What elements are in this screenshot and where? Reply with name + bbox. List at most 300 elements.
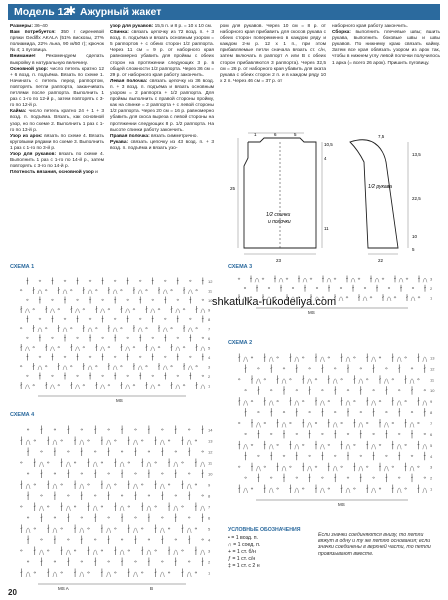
chain-mark [177,375,179,376]
chain-mark [270,477,272,478]
arc-mark [63,290,67,294]
chain-mark [152,375,154,376]
arc-mark [256,423,260,428]
arc-mark [88,366,92,370]
row-number: 1 [208,383,211,389]
paragraph-heading: Узор из арок: [10,133,43,139]
chain-mark [70,290,72,291]
watermark: shkatulka-rukodeliya.com [212,296,337,308]
arc-mark [113,366,117,370]
chain-mark [139,318,141,319]
chain-mark [88,484,90,485]
row-number: 13 [430,355,435,361]
arc-mark [163,366,167,370]
chain-mark [424,433,426,434]
chain-mark [334,278,336,279]
chain-mark [161,561,163,562]
row-number: 9 [430,399,433,405]
arc-mark [134,440,138,445]
chain-mark [334,455,336,456]
chain-mark [366,422,368,423]
chain-mark [373,390,375,391]
arc-mark [423,401,427,406]
chain-mark [296,390,298,391]
arc-mark [26,528,30,533]
chain-mark [382,278,384,279]
chain-mark [164,318,166,319]
chain-mark [89,280,91,281]
arc-mark [188,328,192,332]
dim-label: 1 [254,132,257,137]
chain-mark [316,287,318,288]
chain-mark [245,477,247,478]
page-number: 20 [8,588,17,597]
chain-mark [182,550,184,551]
arc-mark [76,309,80,313]
arc-mark [187,484,191,489]
text-column-2 [110,24,214,152]
chain-mark [101,550,103,551]
paragraph-text: и [93,170,98,176]
dim-label: 5 [412,247,415,252]
chain-mark [61,572,63,573]
chain-mark [290,379,292,380]
chain-mark [54,429,56,430]
chain-mark [302,357,304,358]
scheme-4-ms-a-label: MS A [58,586,69,591]
chain-mark [27,337,29,338]
arc-mark [423,278,427,282]
chain-mark [202,299,204,300]
arc-mark [176,309,180,313]
chain-mark [411,411,413,412]
chain-mark [34,484,36,485]
chain-mark [188,429,190,430]
row-number: 10 [208,471,213,477]
chain-mark [238,422,240,423]
chain-mark [195,528,197,529]
chain-mark [95,366,97,367]
chain-mark [108,429,110,430]
row-number: 7 [208,326,211,332]
chain-mark [58,347,60,348]
row-number: 8 [208,493,211,499]
paragraph-heading: Левая полочка: [110,78,148,84]
chain-mark [188,473,190,474]
chain-mark [155,506,157,507]
chain-mark [146,328,148,329]
chain-mark [158,385,160,386]
arc-mark [282,466,286,471]
scheme-2-chart [228,348,438,504]
chain-mark [67,539,69,540]
chain-mark [121,328,123,329]
chain-mark [290,422,292,423]
arc-mark [397,444,401,449]
row-number: 2 [430,286,433,291]
arc-mark [351,278,355,282]
chain-mark [245,390,247,391]
paragraph-text: связать цепочку из 36 возд. п. + 3 возд. п. подъёма и вязать основным узором = 2 раппорта + 1/2 раппорта. Для проймы выполнить с правой стороны пройму, как на спинке = 2 раппорта + с левой стороны 1/2 раппорта. Через 20 см = 16 р. равномерно убавить для скоса выреза с левой стороны на протяжении следующих 8 р. 1/2 раппорта. На высоте спинки работу закончить. [110,78,214,133]
arc-mark [25,385,29,389]
row-number: 12 [208,449,213,455]
model-title: Ажурный жакет [80,6,162,18]
chain-mark [405,401,407,402]
chain-mark [373,477,375,478]
chain-mark [58,309,60,310]
chain-mark [341,379,343,380]
arc-mark [88,290,92,294]
paragraph-heading: Основной узор: [10,66,49,72]
arc-mark [320,401,324,406]
chain-mark [315,466,317,467]
chain-mark [164,280,166,281]
paragraph-text: выполнить плечевые швы; вшить рукава, выполнить боковые швы и швы рукавов. По нижнему краю связать кайму. Затем все края обвязать узором из арок так, чтобы в нижнем углу левой полочки получилось 1 арка (= всего 26 арок). Пришить пуговицу. [332,30,440,66]
arc-mark [387,297,391,301]
arc-mark [372,357,376,362]
arc-mark [244,357,248,362]
arc-mark [151,347,155,351]
chain-mark [74,462,76,463]
chain-mark [360,368,362,369]
chain-mark [114,280,116,281]
chain-mark [33,347,35,348]
chain-mark [398,390,400,391]
model-number: Модель 12 [14,6,70,18]
chain-mark [108,473,110,474]
row-number: 1 [430,486,433,492]
paragraph [110,140,214,152]
paragraph-heading: Кайма: [10,109,27,115]
chain-mark [70,366,72,367]
chain-mark [328,401,330,402]
chain-mark [334,411,336,412]
row-number: 1 [208,570,211,576]
arc-mark [333,423,337,428]
pattern-diagram [218,130,444,280]
arc-mark [38,366,42,370]
arc-mark [134,528,138,533]
scheme-3-ms-label: MS [308,310,315,315]
chain-mark [302,401,304,402]
arc-mark [101,347,105,351]
chain-mark [302,488,304,489]
row-number: 4 [208,537,211,543]
arc-mark [107,484,111,489]
arc-mark [53,572,57,577]
arc-mark [291,297,295,301]
arc-mark [372,444,376,449]
chain-mark [341,466,343,467]
row-number: 5 [208,526,211,532]
scheme-2-ms-label: MS [338,502,345,507]
chain-mark [108,309,110,310]
chain-mark [141,484,143,485]
chain-mark [270,390,272,391]
chain-mark [83,385,85,386]
back-piece-label-1: 1/2 спинки [266,212,291,218]
chain-mark [196,290,198,291]
chain-mark [161,473,163,474]
chain-mark [133,385,135,386]
chain-mark [202,375,204,376]
chain-mark [58,385,60,386]
row-number: 8 [430,410,433,416]
arc-mark [134,572,138,577]
chain-mark [20,550,22,551]
dim-label: 25 [230,186,236,191]
chain-mark [168,528,170,529]
chain-mark [155,550,157,551]
chain-mark [347,433,349,434]
chain-mark [406,278,408,279]
chain-mark [196,328,198,329]
arc-mark [423,488,427,493]
chain-mark [114,484,116,485]
row-number: 6 [430,431,433,437]
arc-mark [50,385,54,389]
arc-mark [53,440,57,445]
arc-mark [397,357,401,362]
chain-mark [386,455,388,456]
chain-mark [251,401,253,402]
chain-mark [108,517,110,518]
chain-mark [135,429,137,430]
chain-mark [27,375,29,376]
chain-mark [379,488,381,489]
arc-mark [176,385,180,389]
chain-mark [418,422,420,423]
chain-mark [296,477,298,478]
paragraph-text: наборного края работу закончить. [332,24,408,29]
chain-mark [20,290,22,291]
arc-mark [201,385,205,389]
chain-mark [411,455,413,456]
chain-mark [171,366,173,367]
chain-mark [322,390,324,391]
dim-label: 4 [324,156,327,161]
chain-mark [171,328,173,329]
arc-mark [201,309,205,313]
arc-mark [244,444,248,449]
paragraph [10,109,104,133]
dim-label: 11 [324,226,329,231]
chain-mark [27,517,29,518]
chain-mark [139,280,141,281]
dim-label: 13,5 [412,152,421,157]
arc-mark [160,484,164,489]
dim-label: 23 [276,258,282,263]
chain-mark [45,328,47,329]
scheme-3-title: СХЕМА 3 [228,264,253,270]
arc-mark [101,309,105,313]
chain-mark [418,297,420,298]
paragraph [110,30,214,79]
chain-mark [183,385,185,386]
paragraph-text: число петель кратно 12 + 6 возд. п. подъёма. Вязать по схеме 1. Начинать с петель перед раппортом, повторять петли раппорта, заканчивать петлями после раппорта. Выполнить 1 раз с 1-го по 12-й р., затем повторять с 3-го по 12-й р. [10,66,104,109]
legend-title: УСЛОВНЫЕ ОБОЗНАЧЕНИЯ [228,527,301,533]
chain-mark [264,422,266,423]
paragraph-text: вязать по схеме 4. Вязать круговыми рядами по схеме 3. Выполнить 1 раз с 1-го по 3-й р. [10,133,104,151]
row-number: 11 [208,460,213,466]
arc-mark [359,423,363,428]
row-number: 11 [430,377,435,383]
chain-mark [114,528,116,529]
chain-mark [127,375,129,376]
row-number: 2 [430,475,433,481]
arc-mark [50,309,54,313]
paragraph [332,30,440,67]
chain-mark [424,477,426,478]
back-piece-outline [244,138,316,248]
chain-mark [258,368,260,369]
scheme-1-chart [10,272,216,400]
chain-mark [121,451,123,452]
paragraph-text: 350 г сиреневой пряжи Gediflx AKALA (51% вискозы, 27% полиамида, 22% льна, 90 м/50 г); крючок № 4; 1 пуговица. [10,30,104,54]
chain-mark [392,422,394,423]
row-number: 4 [208,354,211,360]
arc-mark [423,357,427,362]
paragraph-heading: Спинка: [110,30,129,36]
arc-mark [411,297,415,301]
paragraph [10,152,104,170]
chain-mark [315,422,317,423]
arc-mark [138,328,142,332]
arc-mark [120,506,124,511]
arc-mark [53,484,57,489]
arc-mark [26,440,30,445]
chain-mark [346,297,348,298]
paragraph-heading: Рукава: [110,139,129,145]
chain-mark [47,462,49,463]
paragraph-heading: Плотность вязания, основной узор [10,170,94,176]
chain-mark [398,433,400,434]
arc-mark [138,366,142,370]
arc-mark [372,488,376,493]
arc-mark [80,440,84,445]
chain-mark [128,462,130,463]
arc-mark [160,440,164,445]
paragraph-text: связать цепочку из 72 возд. п. + 3 возд. п. подъёма и вязать основным узором = 5 раппортов + с обеих сторон 1/2 раппорта. Через 11 см = 9 р. от наборного края равномерно убавить для проймы с обеих сторон на протяжении следующих 3 р. в общей сложности 1/2 раппорта. Через 36 см = 29 р. от наборного края работу закончить. [110,30,214,78]
chain-mark [114,572,116,573]
chain-mark [39,280,41,281]
chain-mark [141,440,143,441]
chain-mark [52,375,54,376]
scheme-4-chart [10,420,216,588]
chain-mark [202,495,204,496]
row-number: 5 [208,345,211,351]
chain-mark [95,328,97,329]
chain-mark [418,466,420,467]
arc-mark [151,309,155,313]
row-number: 2 [208,559,211,565]
arc-mark [269,444,273,449]
legend-item: • = 1 возд. п. [228,535,259,541]
chain-mark [328,444,330,445]
arc-mark [384,423,388,428]
arc-mark [346,488,350,493]
chain-mark [108,561,110,562]
chain-mark [310,278,312,279]
chain-mark [88,528,90,529]
chain-mark [183,347,185,348]
chain-mark [238,379,240,380]
chain-mark [83,309,85,310]
arc-mark [346,401,350,406]
chain-mark [94,539,96,540]
chain-mark [77,299,79,300]
chain-mark [405,444,407,445]
dim-label: 10,5 [324,142,333,147]
chain-mark [141,572,143,573]
chain-mark [347,477,349,478]
chain-mark [114,356,116,357]
chain-mark [189,280,191,281]
row-number: 9 [208,307,211,313]
chain-mark [54,561,56,562]
paragraph-text: вязать симметрично. [149,133,198,139]
row-number: 1 [430,295,433,301]
chain-mark [161,517,163,518]
chain-mark [175,539,177,540]
paragraph-heading: Правая полочка: [110,133,150,139]
arc-mark [303,278,307,282]
arc-mark [40,550,44,555]
chain-mark [121,495,123,496]
arc-mark [138,290,142,294]
arc-mark [339,297,343,301]
arc-mark [174,506,178,511]
arc-mark [375,278,379,282]
row-number: 12 [208,278,213,284]
arc-mark [53,528,57,533]
chain-mark [64,318,66,319]
chain-mark [175,451,177,452]
arc-mark [244,488,248,493]
chain-mark [392,466,394,467]
text-column-4 [332,24,440,67]
chain-mark [128,506,130,507]
dim-label: 5 [294,132,297,137]
chain-mark [61,440,63,441]
chain-mark [277,357,279,358]
chain-mark [322,297,324,298]
chain-mark [54,517,56,518]
row-number: 2 [208,373,211,379]
paragraph [110,79,214,134]
arc-mark [107,572,111,577]
chain-mark [196,366,198,367]
chain-mark [277,488,279,489]
arc-mark [80,528,84,533]
chain-mark [177,299,179,300]
chain-mark [168,572,170,573]
chain-mark [245,433,247,434]
paragraph [220,24,326,85]
dim-label: 6 [274,132,277,137]
arc-mark [333,379,337,384]
chain-mark [360,411,362,412]
chain-mark [152,337,154,338]
legend-note: Если значки соединяются внизу, то петли вяжут в одну и ту же петлю основания; если значки соединены в верхней части, то петли провязывают вместе. [318,532,431,557]
arc-mark [295,357,299,362]
chain-mark [146,290,148,291]
arc-mark [397,401,401,406]
chain-mark [238,466,240,467]
paragraph [10,170,104,176]
arc-mark [160,528,164,533]
chain-mark [61,528,63,529]
